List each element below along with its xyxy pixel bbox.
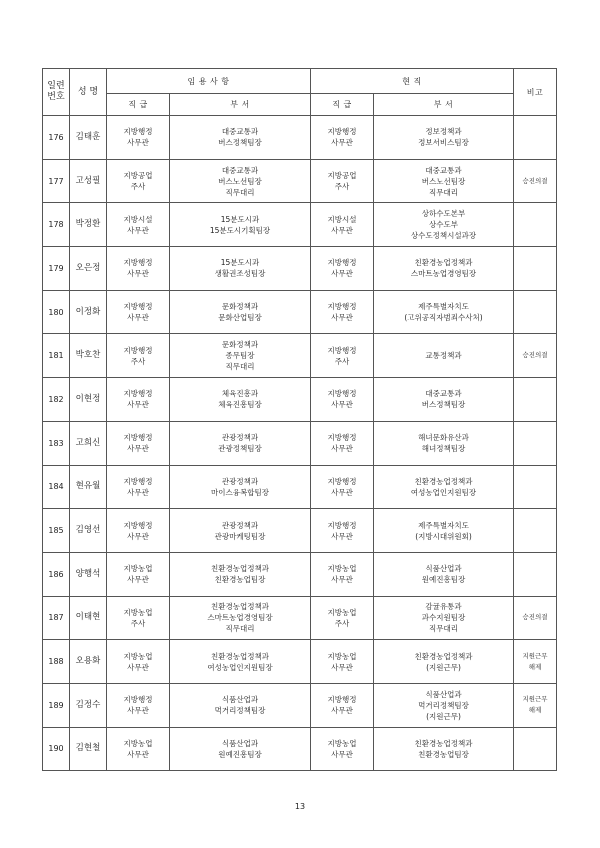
appoint-dept-line: 관광정책과: [221, 476, 259, 486]
appoint-dept-line: 버스정책팀장: [218, 138, 262, 148]
remarks-header: 비고: [514, 69, 557, 116]
appoint-rank: [107, 640, 170, 684]
appoint-dept: [170, 683, 311, 727]
current-dept-line: 해녀정책팀장: [421, 444, 466, 454]
current-dept-line: 정보정책과: [425, 127, 462, 137]
current-position-header: 현 직: [311, 69, 514, 94]
current-dept-line: 직무대리: [429, 624, 458, 634]
current-rank-line: 주사: [334, 356, 350, 366]
appoint-dept: [170, 334, 311, 378]
current-dept: [374, 683, 514, 727]
appoint-dept: [170, 159, 311, 203]
remarks: [514, 552, 557, 596]
current-rank-line: 지방행정: [327, 127, 357, 137]
current-dept: [374, 596, 514, 640]
current-dept: [374, 116, 514, 160]
appoint-dept: [170, 203, 311, 247]
appoint-rank-line: 지방농업: [123, 738, 153, 748]
current-dept-line: (지원근무): [426, 662, 461, 672]
current-dept-line: 해녀문화유산과: [418, 433, 469, 443]
remarks: [514, 290, 557, 334]
current-rank-line: 사무관: [331, 487, 353, 497]
current-rank-line: 지방행정: [327, 520, 357, 530]
current-dept-line: 제주특별자치도: [418, 302, 469, 312]
appoint-rank: [107, 159, 170, 203]
appoint-dept-line: 스마트농업경영팀장: [207, 613, 273, 623]
appoint-rank-line: 사무관: [127, 269, 149, 279]
current-dept: [374, 421, 514, 465]
current-dept-line: (지방시대위원회): [415, 531, 472, 541]
appoint-dept-line: 친환경농업정책과: [211, 651, 269, 661]
appoint-dept-line: 문화정책과: [221, 302, 259, 312]
table-row: [43, 116, 557, 160]
appoint-dept-line: 버스노선팀장: [218, 176, 262, 186]
person-name: 고성필: [70, 159, 107, 203]
person-name: 이정화: [70, 290, 107, 334]
current-dept-line: 버스노선팀장: [421, 176, 466, 186]
appoint-dept-line: 15분도시과: [220, 214, 260, 224]
table-row: [43, 596, 557, 640]
current-dept-line: 과수지원팀장: [421, 613, 466, 623]
person-name: 김정수: [70, 683, 107, 727]
remarks: [514, 421, 557, 465]
person-name: 현유월: [70, 465, 107, 509]
appoint-rank-line: 사무관: [127, 444, 149, 454]
appoint-rank: [107, 509, 170, 553]
appoint-rank-line: 지방시설: [123, 214, 153, 224]
appoint-dept-line: 대중교통과: [221, 127, 259, 137]
remarks: [514, 159, 557, 203]
appoint-dept-line: 직무대리: [225, 187, 255, 197]
current-rank-line: 사무관: [331, 138, 353, 148]
remarks-line: 승진의결: [522, 351, 548, 360]
current-rank: [311, 116, 374, 160]
appoint-dept-line: 대중교통과: [221, 165, 259, 175]
appoint-dept-line: 직무대리: [225, 362, 255, 372]
current-rank-line: 지방농업: [327, 564, 357, 574]
current-dept-line: 친환경농업팀장: [418, 749, 469, 759]
current-rank: [311, 640, 374, 684]
remarks: [514, 203, 557, 247]
appoint-rank: [107, 421, 170, 465]
current-rank-line: 사무관: [331, 400, 353, 410]
current-rank-line: 사무관: [331, 269, 353, 279]
table-row: [43, 552, 557, 596]
current-rank-line: 지방행정: [327, 476, 357, 486]
current-rank-line: 주사: [334, 182, 350, 192]
serial-number: 184: [43, 465, 70, 509]
current-dept-line: 상수도정책시설과장: [410, 231, 477, 241]
current-rank: [311, 465, 374, 509]
appoint-dept-line: 직무대리: [225, 624, 255, 634]
appoint-rank-line: 지방행정: [123, 258, 153, 268]
remarks: [514, 465, 557, 509]
serial-number: 190: [43, 727, 70, 771]
current-rank: [311, 421, 374, 465]
appoint-rank: [107, 465, 170, 509]
appoint-rank-line: 지방행정: [123, 695, 153, 705]
current-rank-line: 지방농업: [327, 651, 357, 661]
current-dept-line: 상하수도본부: [421, 209, 466, 219]
serial-number: 188: [43, 640, 70, 684]
current-dept-line: 친환경농업정책과: [414, 738, 473, 748]
appoint-dept-line: 먹거리정책팀장: [214, 706, 266, 716]
table-row: [43, 509, 557, 553]
current-rank-header: 직 급: [311, 94, 374, 116]
appoint-rank-line: 사무관: [127, 575, 149, 585]
current-dept: [374, 159, 514, 203]
appoint-rank: [107, 334, 170, 378]
appoint-dept: [170, 421, 311, 465]
current-dept: [374, 640, 514, 684]
person-name: 김태훈: [70, 116, 107, 160]
current-dept-line: 버스정책팀장: [421, 400, 466, 410]
appoint-rank: [107, 247, 170, 291]
serial-number: 183: [43, 421, 70, 465]
current-dept-line: 친환경농업정책과: [414, 258, 473, 268]
appoint-dept-line: 관광마케팅팀장: [214, 531, 266, 541]
table-row: [43, 378, 557, 422]
person-name: 이현정: [70, 378, 107, 422]
appoint-dept-line: 친환경농업정책과: [211, 564, 269, 574]
col-serial-header: 일련 번호: [43, 69, 70, 116]
current-rank-line: 사무관: [331, 749, 353, 759]
current-dept: [374, 509, 514, 553]
serial-number: 185: [43, 509, 70, 553]
appoint-dept-line: 친환경농업정책과: [211, 602, 269, 612]
appoint-dept-line: 종무팀장: [225, 351, 255, 361]
appoint-dept: [170, 116, 311, 160]
current-dept-line: 식품산업과: [425, 689, 462, 699]
appoint-rank-line: 사무관: [127, 706, 149, 716]
current-dept-line: 감귤유통과: [425, 602, 462, 612]
serial-number: 179: [43, 247, 70, 291]
serial-number: 182: [43, 378, 70, 422]
serial-number: 177: [43, 159, 70, 203]
appoint-dept: [170, 727, 311, 771]
current-rank-line: 사무관: [331, 706, 353, 716]
remarks-line: 해제: [528, 706, 542, 715]
current-dept-line: 친환경농업정책과: [414, 651, 473, 661]
current-rank-line: 사무관: [331, 444, 353, 454]
appoint-rank-line: 주사: [130, 618, 146, 628]
current-dept-line: 정보서비스팀장: [418, 138, 469, 148]
serial-number: 176: [43, 116, 70, 160]
appoint-dept-line: 15분도시기획팀장: [209, 225, 271, 235]
person-name: 고희신: [70, 421, 107, 465]
appoint-rank-line: 사무관: [127, 400, 149, 410]
appoint-rank-line: 지방공업: [123, 171, 153, 181]
current-rank-line: 지방행정: [327, 389, 357, 399]
current-dept: [374, 552, 514, 596]
appoint-rank-line: 지방농업: [123, 651, 153, 661]
appoint-rank: [107, 290, 170, 334]
current-dept-line: (지원근무): [426, 711, 461, 721]
appoint-dept-line: 식품산업과: [221, 695, 259, 705]
serial-number: 180: [43, 290, 70, 334]
appoint-dept-line: 15분도시과: [220, 258, 260, 268]
appoint-rank-line: 사무관: [127, 749, 149, 759]
appoint-dept: [170, 290, 311, 334]
current-dept-line: 교통정책과: [425, 351, 462, 361]
current-rank-line: 사무관: [331, 531, 353, 541]
appoint-dept-line: 원예진흥팀장: [218, 749, 262, 759]
current-dept-line: 스마트농업경영팀장: [410, 269, 477, 279]
current-rank: [311, 334, 374, 378]
remarks: [514, 247, 557, 291]
appoint-dept-line: 문화정책과: [221, 340, 259, 350]
current-dept: [374, 727, 514, 771]
appoint-rank-header: 직 급: [107, 94, 170, 116]
person-name: 박정환: [70, 203, 107, 247]
current-rank: [311, 378, 374, 422]
appointment-table: [42, 68, 557, 771]
appoint-dept: [170, 465, 311, 509]
current-rank-line: 주사: [334, 618, 350, 628]
current-dept: [374, 378, 514, 422]
current-rank: [311, 247, 374, 291]
remarks-line: 승진의결: [522, 176, 548, 185]
remarks: [514, 378, 557, 422]
remarks: [514, 116, 557, 160]
table-row: [43, 727, 557, 771]
current-rank-line: 사무관: [331, 225, 353, 235]
current-dept-line: 여성농업인지원팀장: [410, 487, 477, 497]
appoint-rank-line: 지방행정: [123, 302, 153, 312]
appoint-dept: [170, 640, 311, 684]
current-rank-line: 사무관: [331, 313, 353, 323]
current-dept: [374, 290, 514, 334]
appoint-rank-line: 지방행정: [123, 520, 153, 530]
appoint-dept-line: 관광정책과: [221, 433, 259, 443]
current-rank-line: 지방행정: [327, 695, 357, 705]
appoint-dept: [170, 247, 311, 291]
remarks: [514, 727, 557, 771]
serial-number: 186: [43, 552, 70, 596]
table-row: [43, 247, 557, 291]
remarks: [514, 640, 557, 684]
current-rank-line: 지방시설: [327, 214, 357, 224]
appoint-rank: [107, 727, 170, 771]
appoint-rank: [107, 116, 170, 160]
current-rank: [311, 596, 374, 640]
appoint-dept: [170, 552, 311, 596]
person-name: 이태현: [70, 596, 107, 640]
appoint-rank-line: 지방행정: [123, 127, 153, 137]
current-rank-line: 사무관: [331, 662, 353, 672]
remarks-line: 승진의결: [522, 613, 548, 622]
table-row: [43, 465, 557, 509]
current-rank: [311, 727, 374, 771]
current-dept: [374, 203, 514, 247]
appoint-rank: [107, 596, 170, 640]
current-dept-line: 친환경농업정책과: [414, 476, 473, 486]
current-dept-line: 상수도부: [429, 220, 458, 230]
remarks-line: 지원근무: [522, 695, 548, 704]
current-rank-line: 지방농업: [327, 738, 357, 748]
person-name: 김현철: [70, 727, 107, 771]
appoint-rank-line: 사무관: [127, 138, 149, 148]
current-rank-line: 지방행정: [327, 302, 357, 312]
serial-number: 181: [43, 334, 70, 378]
remarks: [514, 334, 557, 378]
col-name-header: 성 명: [70, 69, 107, 116]
appoint-rank-line: 지방행정: [123, 433, 153, 443]
current-rank-line: 지방농업: [327, 607, 357, 617]
current-dept: [374, 465, 514, 509]
table-row: [43, 290, 557, 334]
current-rank: [311, 552, 374, 596]
current-rank-line: 지방행정: [327, 258, 357, 268]
current-rank: [311, 509, 374, 553]
current-rank: [311, 203, 374, 247]
table-row: [43, 421, 557, 465]
remarks-line: 지원근무: [522, 651, 548, 660]
current-dept: [374, 247, 514, 291]
appoint-dept-line: 체육진흥팀장: [218, 400, 262, 410]
appoint-dept-line: 관광정책과: [221, 520, 259, 530]
current-rank-line: 지방행정: [327, 433, 357, 443]
remarks-line: 해제: [528, 662, 542, 671]
appoint-rank-line: 사무관: [127, 531, 149, 541]
current-dept-line: 직무대리: [429, 187, 458, 197]
remarks: [514, 683, 557, 727]
remarks: [514, 596, 557, 640]
appoint-rank-line: 지방행정: [123, 345, 153, 355]
person-name: 오용화: [70, 640, 107, 684]
appoint-rank: [107, 552, 170, 596]
table-row: [43, 159, 557, 203]
appoint-dept: [170, 378, 311, 422]
table-row: [43, 203, 557, 247]
current-dept: [374, 334, 514, 378]
current-dept-line: (고위공직자범죄수사처): [404, 313, 483, 323]
appoint-rank: [107, 378, 170, 422]
appointment-header: 임 용 사 항: [107, 69, 311, 94]
appoint-rank-line: 지방행정: [123, 389, 153, 399]
person-name: 오은정: [70, 247, 107, 291]
appoint-dept-line: 여성농업인지원팀장: [207, 662, 273, 672]
current-dept-line: 대중교통과: [425, 389, 462, 399]
current-rank: [311, 159, 374, 203]
remarks: [514, 509, 557, 553]
appoint-dept-line: 체육진흥과: [221, 389, 259, 399]
page-number: 13: [294, 802, 306, 811]
appoint-rank-line: 지방농업: [123, 607, 153, 617]
appoint-rank: [107, 203, 170, 247]
current-dept-header: 부 서: [374, 94, 514, 116]
current-rank-line: 지방행정: [327, 345, 357, 355]
appoint-rank-line: 사무관: [127, 487, 149, 497]
appoint-rank-line: 주사: [130, 182, 146, 192]
appoint-dept-line: 식품산업과: [221, 738, 259, 748]
appoint-rank-line: 지방행정: [123, 476, 153, 486]
person-name: 김영선: [70, 509, 107, 553]
serial-number: 187: [43, 596, 70, 640]
serial-number: 178: [43, 203, 70, 247]
appoint-dept-line: 문화산업팀장: [218, 313, 262, 323]
table-row: [43, 683, 557, 727]
appoint-rank-line: 사무관: [127, 225, 149, 235]
current-rank: [311, 683, 374, 727]
serial-number: 189: [43, 683, 70, 727]
appoint-rank-line: 사무관: [127, 662, 149, 672]
appoint-rank-line: 지방농업: [123, 564, 153, 574]
appoint-rank-line: 사무관: [127, 313, 149, 323]
appoint-dept: [170, 596, 311, 640]
person-name: 양행석: [70, 552, 107, 596]
current-dept-line: 원예진흥팀장: [421, 575, 466, 585]
current-dept-line: 제주특별자치도: [418, 520, 469, 530]
appoint-rank-line: 주사: [130, 356, 146, 366]
current-dept-line: 대중교통과: [425, 165, 462, 175]
current-dept-line: 식품산업과: [425, 564, 462, 574]
appoint-dept-header: 부 서: [170, 94, 311, 116]
appoint-dept-line: 관광정책팀장: [218, 444, 262, 454]
current-rank: [311, 290, 374, 334]
appoint-dept-line: 친환경농업팀장: [214, 575, 266, 585]
table-row: [43, 640, 557, 684]
appoint-dept-line: 마이스융복합팀장: [211, 487, 269, 497]
appoint-dept-line: 생활권조성팀장: [214, 269, 266, 279]
table-row: [43, 334, 557, 378]
appoint-rank: [107, 683, 170, 727]
current-dept-line: 먹거리정책팀장: [418, 700, 469, 710]
appoint-dept: [170, 509, 311, 553]
current-rank-line: 사무관: [331, 575, 353, 585]
current-rank-line: 지방공업: [327, 171, 357, 181]
person-name: 박호찬: [70, 334, 107, 378]
